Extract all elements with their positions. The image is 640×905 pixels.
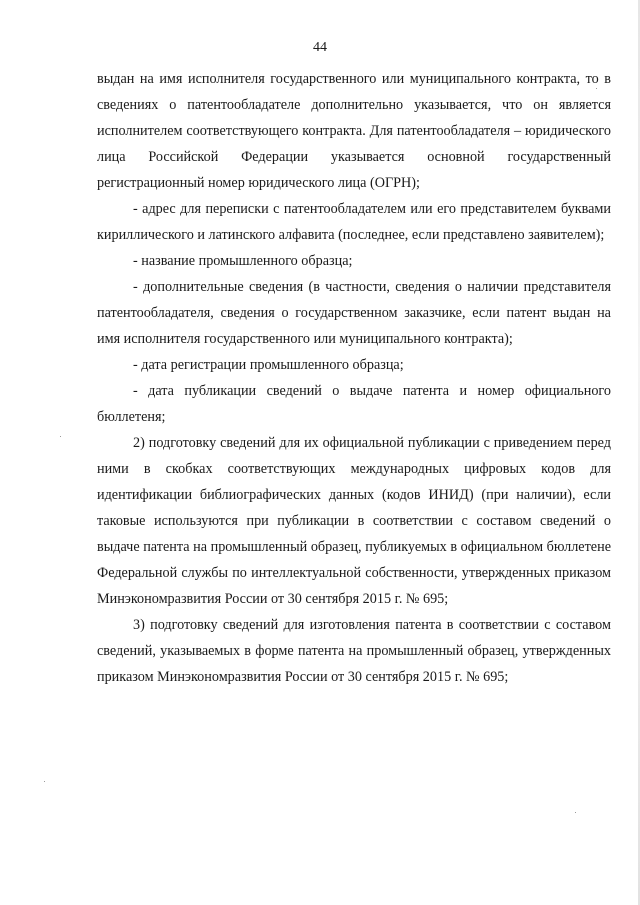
paragraph: - адрес для переписки с патентообладателем или его представителем буквами кириллического и латинского алфавита (последнее, если представлено заявителем); — [97, 201, 611, 243]
paragraph: выдан на имя исполнителя государственного или муниципального контракта, то в сведениях о патентообладателе дополнительно указывается, что он является исполнителем соответствующего контракта. Для патентообладателя – юридического лица Российской Федерации указывается основной государственный регистрационный номер юридического лица (ОГРН); — [97, 71, 611, 191]
scan-speck — [44, 781, 45, 782]
scan-speck — [596, 88, 597, 89]
document-body — [97, 66, 611, 690]
scan-speck — [575, 812, 576, 813]
paragraph: - дата публикации сведений о выдаче патента и номер официального бюллетеня; — [97, 383, 611, 425]
paragraph: - дополнительные сведения (в частности, сведения о наличии представителя патентообладателя, сведения о государственном заказчике, если патент выдан на имя исполнителя государственного или муниципального контракта); — [97, 279, 611, 347]
paragraph: 3) подготовку сведений для изготовления патента в соответствии с составом сведений, указываемых в форме патента на промышленный образец, утвержденных приказом Минэкономразвития России от 30 сентября 2015 г. № 695; — [97, 617, 611, 685]
paragraph: 2) подготовку сведений для их официальной публикации с приведением перед ними в скобках соответствующих международных цифровых кодов для идентификации библиографических данных (кодов ИНИД) (при наличии), если таковые используются при публикации в соответствии с составом сведений о выдаче патента на промышленный образец, публикуемых в официальном бюллетене Федеральной службы по интеллектуальной собственности, утвержденных приказом Минэкономразвития России от 30 сентября 2015 г. № 695; — [97, 435, 611, 607]
scan-speck — [60, 436, 61, 437]
paragraph: - дата регистрации промышленного образца; — [133, 357, 404, 373]
paragraph: - название промышленного образца; — [133, 253, 353, 269]
page-number: 44 — [313, 40, 327, 55]
